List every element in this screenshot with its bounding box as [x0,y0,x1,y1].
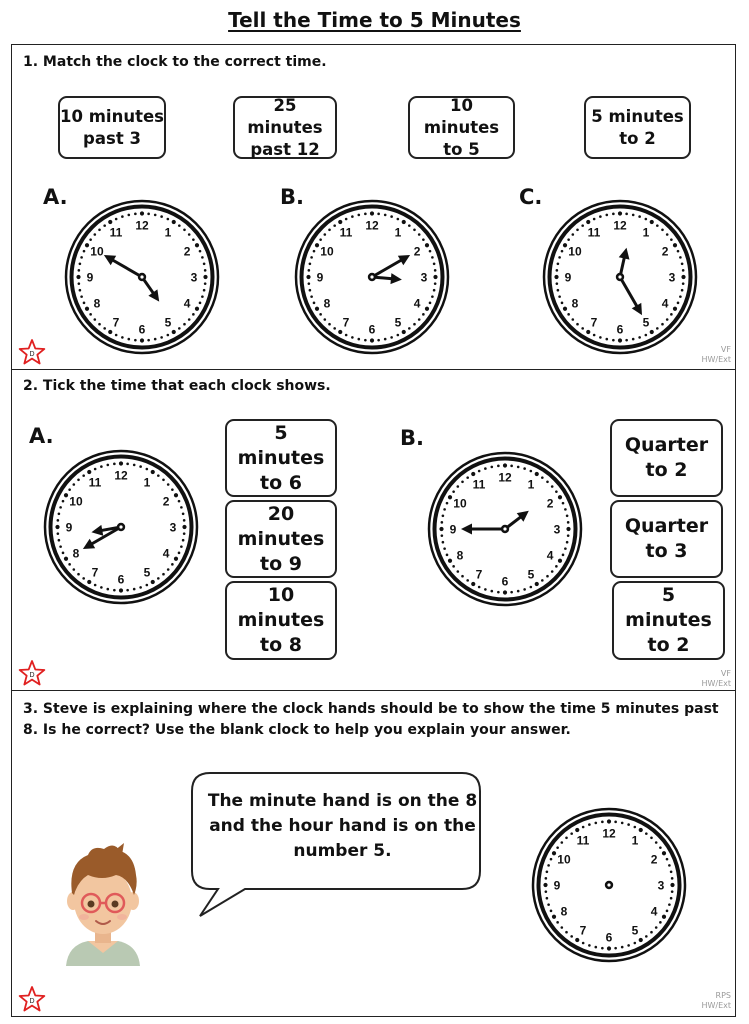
clock-number: 10 [320,244,334,259]
clock-number: 3 [420,270,428,285]
clock-label-c: C. [519,185,543,209]
time-option-2[interactable]: 25 minutes past 12 [233,96,337,159]
clock-number: 1 [164,225,172,240]
clock-number: 1 [642,225,650,240]
clock-number: 9 [553,878,561,893]
clock-number: 4 [546,548,554,563]
clock-number: 5 [143,565,151,580]
time-option-3[interactable]: 10 minutes to 5 [408,96,515,159]
clock-number: 7 [590,315,598,330]
speech-text: The minute hand is on the 8 and the hour hand is on the number 5. [207,791,478,861]
star-label: D [29,351,35,358]
clock-number: 7 [475,567,483,582]
clock-a-icon [64,199,220,355]
clock-number: 12 [114,468,128,483]
clock-number: 8 [72,546,80,561]
clock-number: 11 [339,225,353,240]
tick-option-a2[interactable]: 20 minutes to 9 [225,500,337,578]
question-2-section [11,369,736,691]
clock-number: 4 [650,904,658,919]
clock-b-icon [294,199,450,355]
clock-number: 12 [498,470,512,485]
tick-option-b1[interactable]: Quarter to 2 [610,419,723,497]
clock-number: 9 [65,520,73,535]
clock-number: 10 [90,244,104,259]
clock-number: 3 [657,878,665,893]
question-3-text: 3. Steve is explaining where the clock hands should be to show the time 5 minutes past 8. Is he correct? Use the blank clock to help you explain your answer. [23,701,719,738]
clock-number: 10 [557,852,571,867]
clock-label-b: B. [280,185,304,209]
clock-number: 6 [501,574,509,589]
tick-option-b3[interactable]: 5 minutes to 2 [612,581,725,660]
clock-number: 8 [93,296,101,311]
clock-b-icon [427,451,583,607]
star-icon [17,658,47,688]
clock-number: 5 [642,315,650,330]
clock-number: 12 [602,826,616,841]
clock-number: 2 [661,244,669,259]
clock-number: 1 [143,475,151,490]
clock-number: 11 [587,225,601,240]
clock-number: 11 [88,475,102,490]
clock-number: 3 [553,522,561,537]
question-3-section [11,690,736,1017]
clock-number: 4 [661,296,669,311]
clock-number: 9 [449,522,457,537]
clock-number: 3 [190,270,198,285]
clock-label-b: B. [400,426,424,450]
star-icon [17,337,47,367]
question-2-text: 2. Tick the time that each clock shows. [23,378,331,394]
clock-number: 10 [453,496,467,511]
clock-number: 1 [394,225,402,240]
clock-number: 6 [368,322,376,337]
clock-number: 9 [316,270,324,285]
clock-label-a: A. [29,424,54,448]
clock-number: 3 [169,520,177,535]
clock-a-icon [43,449,199,605]
clock-number: 3 [668,270,676,285]
clock-number: 2 [183,244,191,259]
question-1-text: 1. Match the clock to the correct time. [23,54,327,70]
clock-number: 8 [560,904,568,919]
section-code: RPS HW/Ext [701,991,731,1010]
clock-number: 11 [109,225,123,240]
clock-number: 7 [112,315,120,330]
clock-number: 6 [138,322,146,337]
star-label: D [29,998,35,1005]
tick-option-a1[interactable]: 5 minutes to 6 [225,419,337,497]
boy-steve-icon [58,841,148,966]
question-1-section [11,44,736,370]
time-option-4[interactable]: 5 minutes to 2 [584,96,691,159]
section-code: VF HW/Ext [701,345,731,364]
tick-option-b2[interactable]: Quarter to 3 [610,500,723,578]
clock-number: 6 [117,572,125,587]
blank-clock-icon[interactable] [531,807,687,963]
clock-number: 1 [527,477,535,492]
star-label: D [29,672,35,679]
clock-number: 8 [456,548,464,563]
clock-number: 12 [365,218,379,233]
clock-number: 9 [86,270,94,285]
clock-number: 11 [576,833,590,848]
clock-number: 11 [472,477,486,492]
clock-number: 8 [323,296,331,311]
clock-number: 6 [616,322,624,337]
clock-c-icon [542,199,698,355]
clock-number: 8 [571,296,579,311]
clock-number: 5 [527,567,535,582]
clock-number: 4 [413,296,421,311]
clock-number: 1 [631,833,639,848]
clock-number: 2 [413,244,421,259]
clock-number: 7 [579,923,587,938]
clock-number: 5 [631,923,639,938]
clock-number: 5 [164,315,172,330]
tick-option-a3[interactable]: 10 minutes to 8 [225,581,337,660]
clock-number: 4 [183,296,191,311]
clock-number: 6 [605,930,613,945]
clock-number: 10 [568,244,582,259]
clock-number: 4 [162,546,170,561]
star-icon [17,984,47,1014]
worksheet-title: Tell the Time to 5 Minutes [228,8,521,32]
clock-number: 2 [546,496,554,511]
clock-number: 2 [650,852,658,867]
clock-number: 7 [342,315,350,330]
clock-number: 7 [91,565,99,580]
clock-number: 12 [613,218,627,233]
clock-number: 5 [394,315,402,330]
clock-number: 12 [135,218,149,233]
time-option-1[interactable]: 10 minutes past 3 [58,96,166,159]
clock-label-a: A. [43,185,68,209]
clock-number: 2 [162,494,170,509]
clock-number: 10 [69,494,83,509]
section-code: VF HW/Ext [701,669,731,688]
clock-number: 9 [564,270,572,285]
